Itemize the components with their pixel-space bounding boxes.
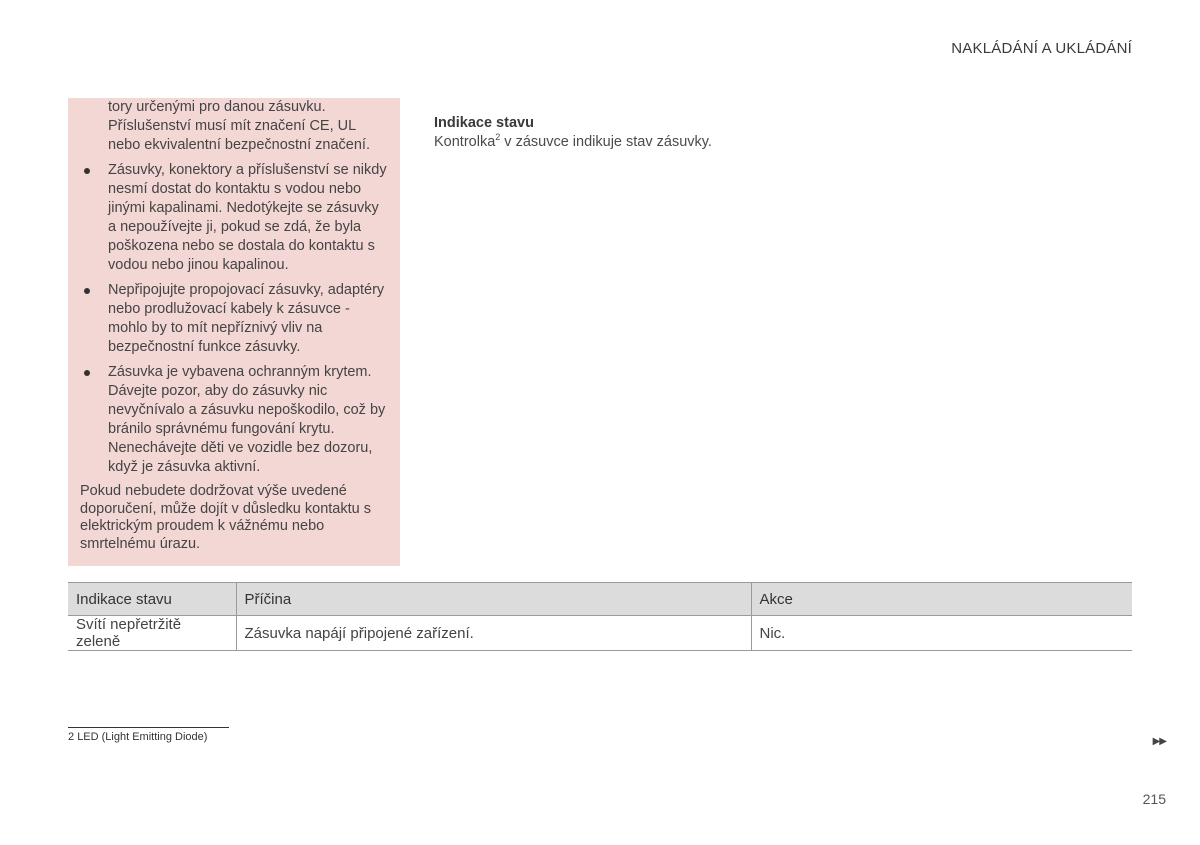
- section-title: NAKLÁDÁNÍ A UKLÁDÁNÍ: [951, 40, 1132, 57]
- warning-box: [68, 98, 400, 566]
- status-section: [434, 114, 854, 152]
- footnote-text: LED (Light Emitting Diode): [77, 731, 208, 743]
- warning-bullet-text: Nepřipojujte propojovací zásuvky, adaptéry nebo prodlužovací kabely k zásuvce - mohlo by to mít nepříznivý vliv na bezpečnostní funkce zásuvky.: [108, 282, 385, 355]
- footnote-reference[interactable]: 2: [495, 132, 501, 143]
- status-text: [434, 133, 854, 152]
- status-heading: Indikace stavu: [434, 115, 534, 131]
- table-cell: Zásuvka napájí připojené zařízení.: [236, 616, 751, 651]
- bullet-icon: [84, 168, 90, 174]
- warning-bullet: [80, 363, 388, 477]
- status-table: [68, 582, 1132, 651]
- table-cell: Nic.: [751, 616, 1132, 651]
- warning-bullet: [80, 281, 388, 357]
- warning-bullet: [80, 161, 388, 275]
- page-number: 215: [1142, 791, 1166, 807]
- table-row: [68, 616, 1132, 651]
- table-cell: Svítí nepřetržitě zeleně: [68, 616, 236, 651]
- footnote-number: 2: [68, 731, 75, 743]
- table-header-cell: Příčina: [236, 583, 751, 616]
- warning-footer: Pokud nebudete dodržovat výše uvedené doporučení, může dojít v důsledku kontaktu s elektrickým proudem k vážnému nebo smrtelnému úrazu.: [80, 483, 371, 552]
- footnote: [68, 731, 207, 743]
- bullet-icon: [84, 370, 90, 376]
- next-page-icon[interactable]: ▶▶: [1152, 736, 1166, 747]
- table-header-row: [68, 583, 1132, 616]
- warning-continuation: tory určenými pro danou zásuvku. Příslušenství musí mít značení CE, UL nebo ekvivalentní bezpečnostní značení.: [108, 99, 370, 153]
- status-text-before: Kontrolka: [434, 134, 496, 150]
- warning-bullet-text: Zásuvky, konektory a příslušenství se nikdy nesmí dostat do kontaktu s vodou nebo jinými kapalinami. Nedotýkejte se zásuvky a nepoužívejte ji, pokud se zdá, že byla poškozena nebo se dostala do kontaktu s vodou nebo jinou kapalinou.: [108, 162, 387, 273]
- table-header-cell: Akce: [751, 583, 1132, 616]
- warning-bullet-text: Zásuvka je vybavena ochranným krytem. Dávejte pozor, aby do zásuvky nic nevyčnívalo a zásuvku nepoškodilo, což by bránilo správnému fungování krytu. Nenechávejte děti ve vozidle bez dozoru, když je zásuvka aktivní.: [108, 364, 386, 475]
- table-header-cell: Indikace stavu: [68, 583, 236, 616]
- footnote-divider: [68, 727, 229, 728]
- bullet-icon: [84, 288, 90, 294]
- status-text-after: v zásuvce indikuje stav zásuvky.: [500, 134, 712, 150]
